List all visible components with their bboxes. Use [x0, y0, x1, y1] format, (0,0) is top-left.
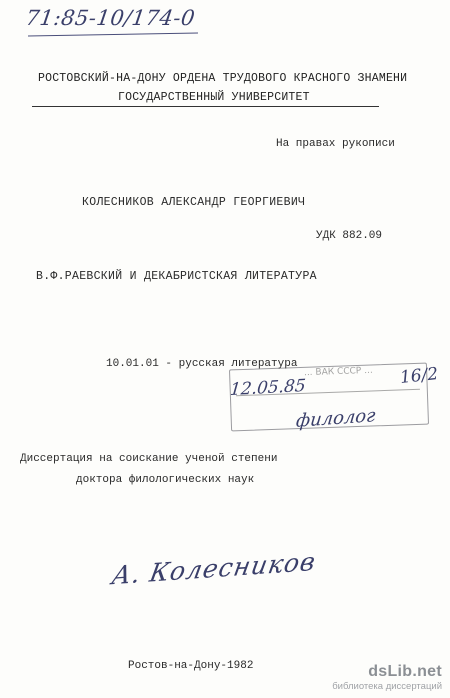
stamp-code: 16/2	[399, 364, 440, 388]
watermark-logo: dsLib.net	[368, 663, 442, 680]
library-stamp	[226, 364, 440, 440]
stamp-department: филолог	[294, 405, 377, 432]
specialty-code: 10.01.01 - русская литература	[106, 358, 298, 370]
dissertation-line-2: доктора филологических наук	[76, 474, 255, 486]
dissertation-line-1: Диссертация на соискание ученой степени	[20, 453, 278, 465]
stamp-caption: ... ВАК СССР ...	[303, 365, 373, 379]
handwritten-catalog-number: 71:85-10/174-0	[24, 6, 197, 30]
city-year: Ростов-на-Дону-1982	[128, 660, 254, 672]
author-name: КОЛЕСНИКОВ АЛЕКСАНДР ГЕОРГИЕВИЧ	[82, 196, 306, 209]
rights-note: На правах рукописи	[276, 138, 395, 150]
watermark	[332, 663, 442, 692]
organization-line-2: ГОСУДАРСТВЕННЫЙ УНИВЕРСИТЕТ	[118, 91, 310, 104]
header-rule	[32, 106, 379, 107]
stamp-date: 12.05.85	[229, 375, 307, 401]
watermark-tagline: библиотека диссертаций	[332, 681, 442, 692]
dissertation-title: В.Ф.РАЕВСКИЙ И ДЕКАБРИСТСКАЯ ЛИТЕРАТУРА	[36, 270, 317, 283]
udk-code: УДК 882.09	[316, 230, 383, 242]
handwritten-underline	[28, 33, 198, 37]
author-signature: А. Колесников	[109, 546, 319, 591]
organization-line-1: РОСТОВСКИЙ-НА-ДОНУ ОРДЕНА ТРУДОВОГО КРАСНОГО ЗНАМЕНИ	[38, 72, 408, 85]
